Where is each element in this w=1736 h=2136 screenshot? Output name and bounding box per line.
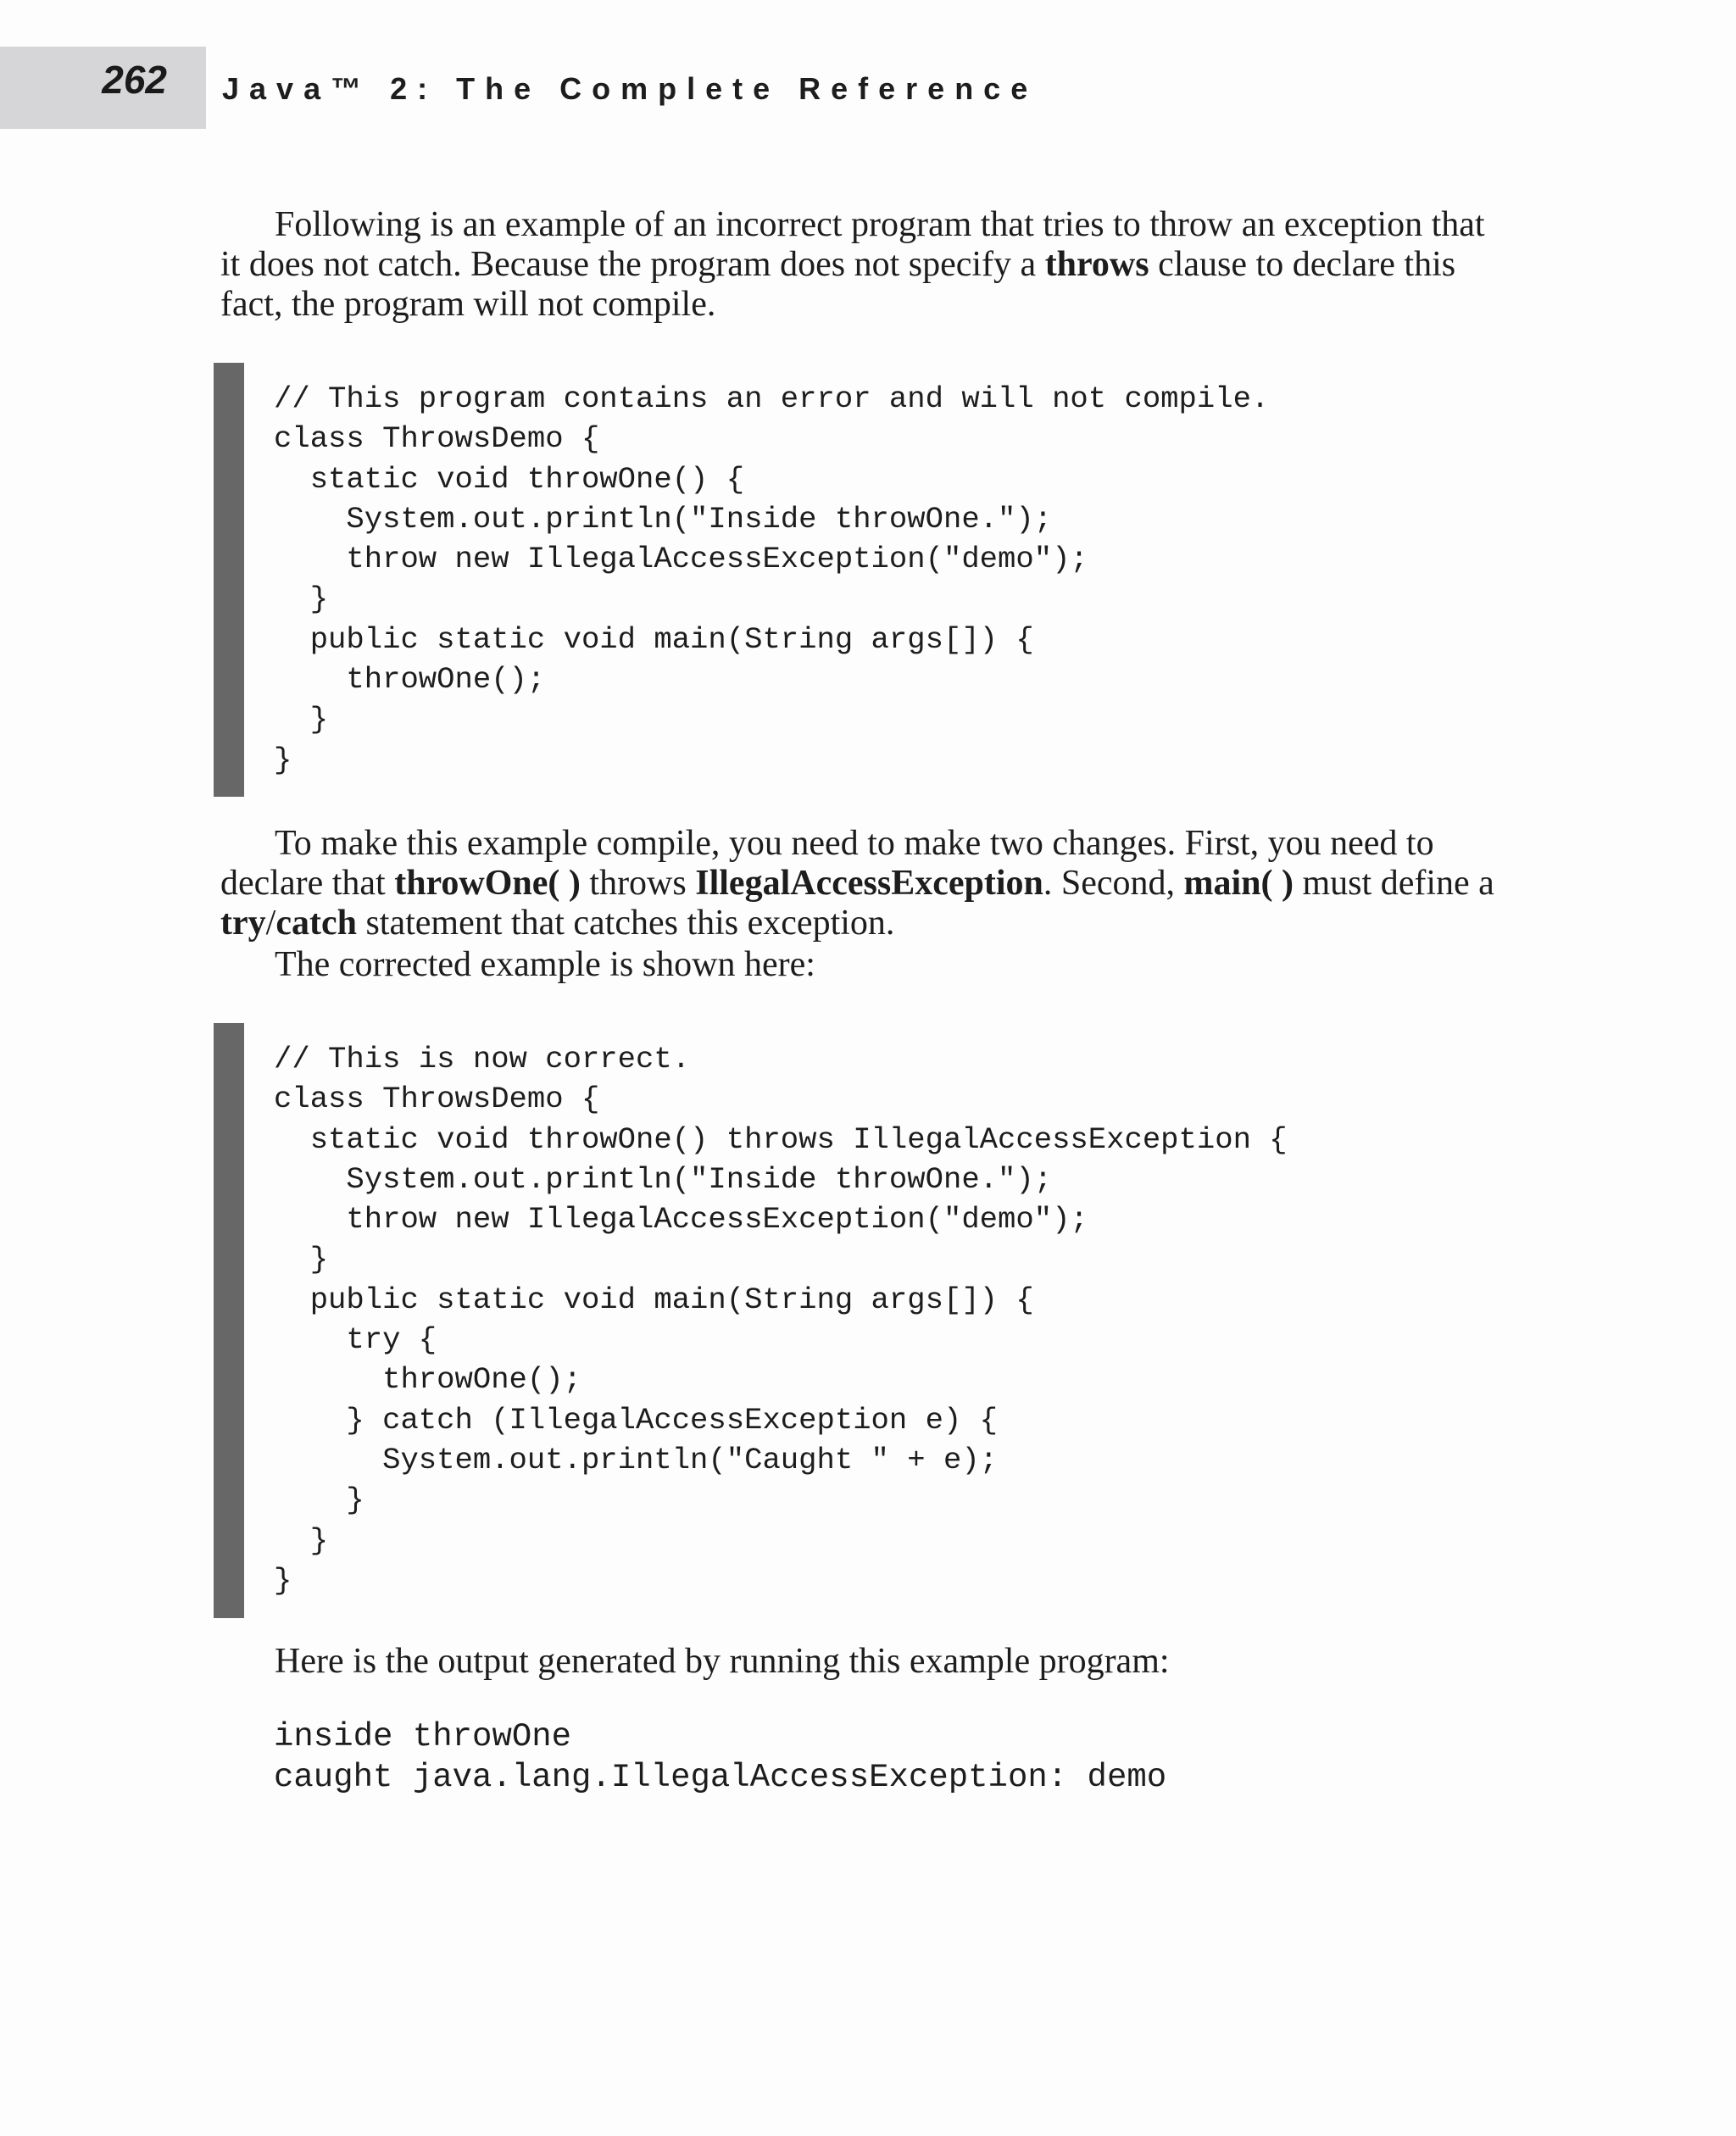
code-line: System.out.println("Caught " + e); — [274, 1442, 999, 1477]
intro-paragraph — [220, 205, 1500, 325]
code-line: } — [274, 581, 329, 617]
keyword-throwone: throwOne( ) — [394, 864, 581, 903]
intro-text-1: Following is an example of an incorrect program that tries to throw an exception that it does not catch. Because the program does not specify a — [220, 205, 1485, 284]
code-listing-2-bar — [214, 1023, 244, 1618]
code-line: } catch (IllegalAccessException e) { — [274, 1402, 999, 1438]
code-line: throw new IllegalAccessException("demo"); — [274, 542, 1088, 577]
fix-text-5: / — [265, 904, 276, 943]
code-listing-1-bar — [214, 363, 244, 797]
code-line: public static void main(String args[]) { — [274, 1282, 1034, 1317]
code-line: System.out.println("Inside throwOne."); — [274, 1161, 1053, 1197]
code-line: static void throwOne() { — [274, 461, 745, 497]
program-output — [274, 1716, 1166, 1798]
page-number: 262 — [102, 58, 167, 102]
fix-text-3: . Second, — [1043, 864, 1184, 903]
fix-paragraph — [220, 824, 1500, 943]
corrected-intro-text: The corrected example is shown here: — [275, 945, 815, 984]
code-line: } — [274, 702, 329, 737]
corrected-intro — [220, 945, 1500, 985]
keyword-throws: throws — [1044, 245, 1149, 284]
keyword-main: main( ) — [1183, 864, 1294, 903]
code-listing-1 — [274, 379, 1269, 780]
code-line: // This program contains an error and will not compile. — [274, 381, 1270, 416]
output-line: inside throwOne — [274, 1718, 572, 1755]
code-line: throwOne(); — [274, 1362, 581, 1398]
fix-text-4: must define a — [1294, 864, 1494, 903]
fix-text-2: throws — [580, 864, 696, 903]
output-line: caught java.lang.IllegalAccessException: demo — [274, 1759, 1167, 1796]
code-line: throwOne(); — [274, 662, 546, 698]
output-intro — [220, 1642, 1500, 1682]
page-number-tab — [0, 47, 206, 129]
keyword-try: try — [220, 904, 266, 943]
code-line: } — [274, 1242, 329, 1277]
code-line: static void throwOne() throws IllegalAccessException { — [274, 1121, 1288, 1157]
code-line: System.out.println("Inside throwOne."); — [274, 501, 1053, 537]
code-line: class ThrowsDemo { — [274, 421, 600, 457]
fix-text-6: statement that catches this exception. — [356, 904, 895, 943]
fix-text-1: To make this example compile, you need to make two changes. First, you need to declare that — [220, 824, 1434, 903]
keyword-illegalaccessexception: IllegalAccessException — [695, 864, 1043, 903]
code-listing-2 — [274, 1039, 1288, 1600]
code-line: public static void main(String args[]) { — [274, 621, 1034, 657]
output-intro-text: Here is the output generated by running this example program: — [275, 1642, 1170, 1681]
code-line: class ThrowsDemo { — [274, 1082, 600, 1117]
code-line: } — [274, 1482, 364, 1518]
keyword-catch: catch — [275, 904, 357, 943]
code-line: try { — [274, 1322, 437, 1358]
code-line: } — [274, 1522, 329, 1558]
intro-text-2: clause to declare this fact, the program will not compile. — [220, 245, 1456, 324]
code-line: } — [274, 742, 292, 777]
running-title: Java™ 2: The Complete Reference — [222, 71, 1038, 106]
code-line: throw new IllegalAccessException("demo"); — [274, 1202, 1088, 1238]
code-line: } — [274, 1562, 292, 1598]
code-line: // This is now correct. — [274, 1042, 691, 1076]
